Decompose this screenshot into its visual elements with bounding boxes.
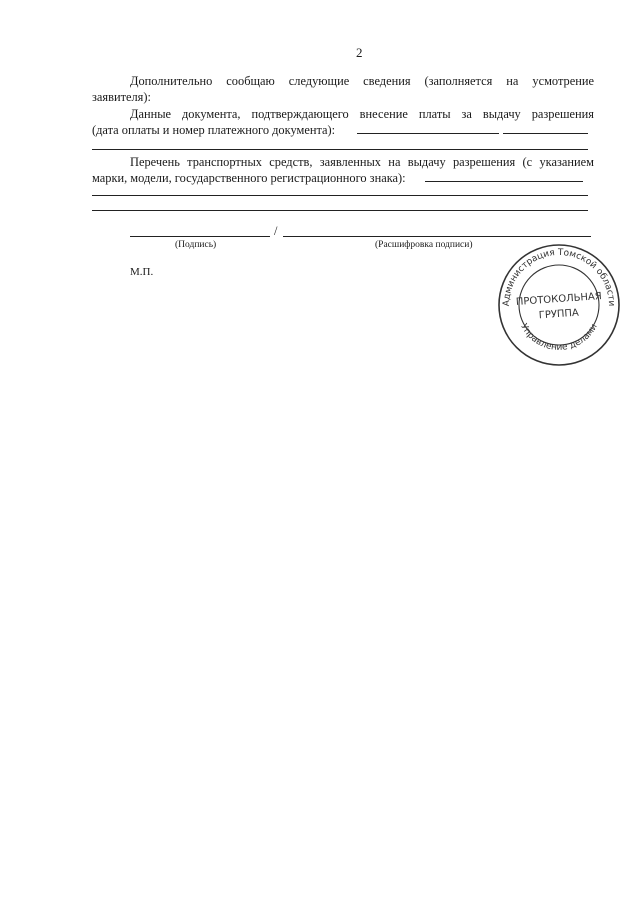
stamp-ring-top: Администрация Томской области — [501, 247, 617, 307]
stamp-center-line-2: ГРУППА — [538, 307, 580, 322]
payment-doc-line-1: Данные документа, подтверждающего внесение платы за выдачу разрешения — [130, 107, 594, 121]
signature-caption: (Подпись) — [175, 240, 217, 250]
vehicle-list-line-1: Перечень транспортных средств, заявленных на выдачу разрешения (с указанием — [130, 155, 594, 169]
vehicle-list-blank-1 — [425, 181, 583, 182]
signature-blank — [130, 236, 270, 237]
signature-separator: / — [274, 224, 278, 238]
vehicle-list-blank-3 — [92, 210, 588, 211]
stamp-center-line-1: ПРОТОКОЛЬНАЯ — [515, 291, 603, 308]
additional-info-line-1: Дополнительно сообщаю следующие сведения (заполняется на усмотрение — [130, 74, 594, 88]
vehicle-list-blank-2 — [92, 195, 588, 196]
payment-doc-line-2: (дата оплаты и номер платежного документа): — [92, 123, 336, 137]
additional-info-line-2: заявителя): — [92, 90, 151, 104]
signature-decoding-caption: (Расшифровка подписи) — [375, 240, 473, 250]
payment-doc-blank-3 — [92, 149, 588, 150]
payment-doc-blank-2 — [503, 133, 588, 134]
vehicle-list-line-2: марки, модели, государственного регистрационного знака): — [92, 171, 406, 185]
payment-doc-blank-1 — [357, 133, 499, 134]
stamp-ring-bottom: Управление делами — [518, 322, 600, 353]
official-stamp — [496, 242, 622, 368]
seal-place-label: М.П. — [130, 266, 154, 278]
page-number: 2 — [356, 45, 363, 60]
signature-decoding-blank — [283, 236, 591, 237]
